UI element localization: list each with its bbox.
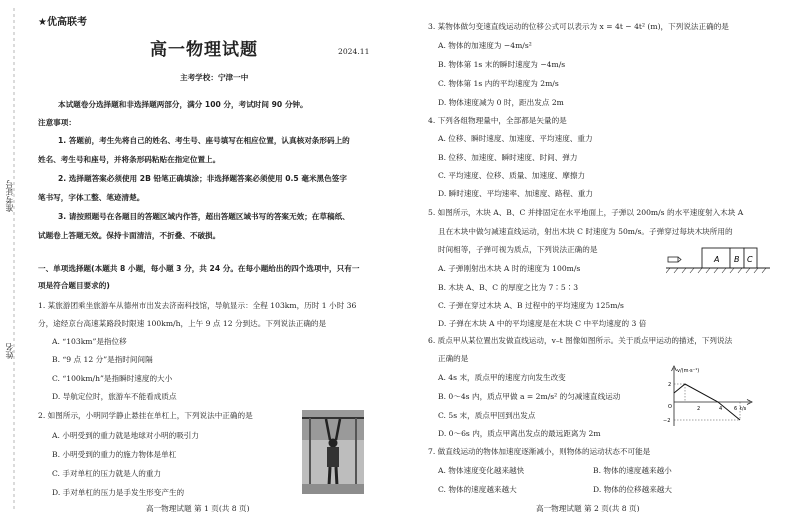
q5-stem: 5. 如图所示，木块 A、B、C 并排固定在水平地面上，子弹以 200m/s 的水平速度射入木块 A <box>428 208 744 217</box>
note-line: 笔书写，字体工整、笔迹清楚。 <box>38 193 145 202</box>
q5-stem-cont: 且在木块中做匀减速直线运动，射出木块 C 时速度为 50m/s。子弹穿过每块木块所用的 <box>438 227 733 236</box>
page-title: 高一物理试题 <box>150 40 258 60</box>
q6-stem-cont: 正确的是 <box>438 354 469 363</box>
q6-option-d: D. 0～6s 内，质点甲离出发点的最远距离为 2m <box>438 429 601 438</box>
q2-option-c: C. 手对单杠的压力就是人的重力 <box>52 469 162 478</box>
q5-option-d: D. 子弹在木块 A 中的平均速度是在木块 C 中平均速度的 3 倍 <box>438 319 647 328</box>
block-b-label: B <box>734 255 740 264</box>
exam-intro: 本试题卷分选择题和非选择题两部分，满分 100 分，考试时间 90 分钟。 <box>58 100 308 109</box>
q4-stem: 4. 下列各组物理量中，全部都是矢量的是 <box>428 116 567 125</box>
q7-option-a: A. 物体速度变化越来越快 <box>438 466 525 475</box>
q6-vt-graph <box>660 364 755 428</box>
exam-number-label: 准考证号 <box>5 180 14 212</box>
q7-option-d: D. 物体的位移越来越大 <box>593 485 672 494</box>
q5-option-c: C. 子弹在穿过木块 A、B 过程中的平均速度为 125m/s <box>438 301 624 310</box>
q4-option-c: C. 平均速度、位移、质量、加速度、摩擦力 <box>438 171 586 180</box>
q4-option-a: A. 位移、瞬时速度、加速度、平均速度、重力 <box>438 134 593 143</box>
graph-xtick: 2 <box>697 406 701 412</box>
q4-option-b: B. 位移、加速度、瞬时速度、时间、弹力 <box>438 153 578 162</box>
exam-brand-header: ★优高联考 <box>38 17 87 28</box>
q1-stem: 1. 某旅游团乘坐旅游车从德州市出发去济南科技馆，导航显示：全程 103km，历时 1 小时 36 <box>38 301 357 310</box>
fold-dashes <box>0 0 20 518</box>
q7-stem: 7. 做直线运动的物体加速度逐渐减小，则物体的运动状态不可能是 <box>428 447 651 456</box>
q2-option-b: B. 小明受到的重力的施力物体是单杠 <box>52 450 177 459</box>
q1-option-b: B. “9 点 12 分”是指时间间隔 <box>52 355 153 364</box>
graph-xtick: 4 <box>719 406 723 412</box>
q5-option-a: A. 子弹刚射出木块 A 时的速度为 100m/s <box>438 264 581 273</box>
q3-option-d: D. 物体速度减为 0 时，距出发点 2m <box>438 98 564 107</box>
q3-option-a: A. 物体的加速度为 −4m/s² <box>438 41 532 50</box>
binding-margin <box>0 0 20 518</box>
block-a-label: A <box>714 255 720 264</box>
q4-option-d: D. 瞬时速度、平均速率、加速度、路程、重力 <box>438 189 593 198</box>
note-line: 姓名、考生号和座号，并将条形码粘贴在指定位置上。 <box>38 155 221 164</box>
q6-option-c: C. 5s 末，质点甲回到出发点 <box>438 411 536 420</box>
q2-photo <box>302 410 364 494</box>
q7-option-b: B. 物体的速度越来越小 <box>593 466 672 475</box>
note-line: 3. 请按照题号在各题目的答题区域内作答，超出答题区域书写的答案无效；在草稿纸、 <box>58 212 350 221</box>
q3-option-c: C. 物体第 1s 内的平均速度为 2m/s <box>438 79 559 88</box>
graph-x-label: t/s <box>740 406 747 412</box>
q2-option-a: A. 小明受到的重力就是地球对小明的吸引力 <box>52 431 199 440</box>
q1-stem-cont: 分，途经京台高速某路段时限速 100km/h，上午 9 点 12 分到达。下列说法正确的是 <box>38 319 327 328</box>
q2-stem: 2. 如图所示，小明同学静止悬挂在单杠上，下列说法中正确的是 <box>38 411 253 420</box>
q6-option-a: A. 4s 末，质点甲的速度方向发生改变 <box>438 373 566 382</box>
graph-origin: O <box>668 404 672 410</box>
section-title-cont: 项是符合题目要求的) <box>38 281 110 290</box>
graph-xtick: 6 <box>734 406 738 412</box>
q6-option-b: B. 0～4s 内，质点甲做 a = 2m/s² 的匀减速直线运动 <box>438 392 621 401</box>
bullet-icon <box>668 257 678 262</box>
note-line: 试题卷上答题无效。保持卡面清洁，不折叠、不破损。 <box>38 231 221 240</box>
q1-option-c: C. “100km/h”是指瞬时速度的大小 <box>52 374 173 383</box>
graph-y-label: v/(m·s⁻¹) <box>677 368 700 374</box>
q3-option-b: B. 物体第 1s 末的瞬时速度为 −4m/s <box>438 60 566 69</box>
q5-option-b: B. 木块 A、B、C 的厚度之比为 7∶5∶3 <box>438 283 579 292</box>
q2-option-d: D. 手对单杠的压力是手发生形变产生的 <box>52 488 185 497</box>
host-school: 主考学校：宁津一中 <box>180 73 249 82</box>
graph-ytick: −2 <box>663 418 671 424</box>
q1-option-a: A. “103km”是指位移 <box>52 337 127 346</box>
graph-ytick: 2 <box>668 382 672 388</box>
exam-date: 2024.11 <box>338 47 370 56</box>
note-line: 2. 选择题答案必须使用 2B 铅笔正确填涂；非选择题答案必须使用 0.5 毫米黑色签字 <box>58 174 347 183</box>
name-label: 姓名 <box>5 343 14 359</box>
footer-page-2: 高一物理试题 第 2 页(共 8 页) <box>536 504 640 513</box>
q3-stem: 3. 某物体做匀变速直线运动的位移公式可以表示为 x = 4t − 4t² (m)，下列说法正确的是 <box>428 22 729 31</box>
q7-option-c: C. 物体的速度越来越大 <box>438 485 517 494</box>
note-line: 1. 答题前，考生先将自己的姓名、考生号、座号填写在相应位置，认真核对条形码上的 <box>58 136 350 145</box>
q5-stem-cont: 时间相等，子弹可视为质点，下列说法正确的是 <box>438 245 598 254</box>
block-c-label: C <box>747 255 753 264</box>
footer-page-1: 高一物理试题 第 1 页(共 8 页) <box>146 504 250 513</box>
section-title: 一、单项选择题(本题共 8 小题，每小题 3 分，共 24 分。在每小题给出的四个选项中，只有一 <box>38 264 360 273</box>
notes-title: 注意事项： <box>38 118 76 127</box>
q5-block-diagram <box>666 245 771 275</box>
q6-stem: 6. 质点甲从某位置出发做直线运动，v–t 图像如图所示。关于质点甲运动的描述，下列说法 <box>428 336 733 345</box>
q1-option-d: D. 导航定位时，旅游车不能看成质点 <box>52 392 177 401</box>
